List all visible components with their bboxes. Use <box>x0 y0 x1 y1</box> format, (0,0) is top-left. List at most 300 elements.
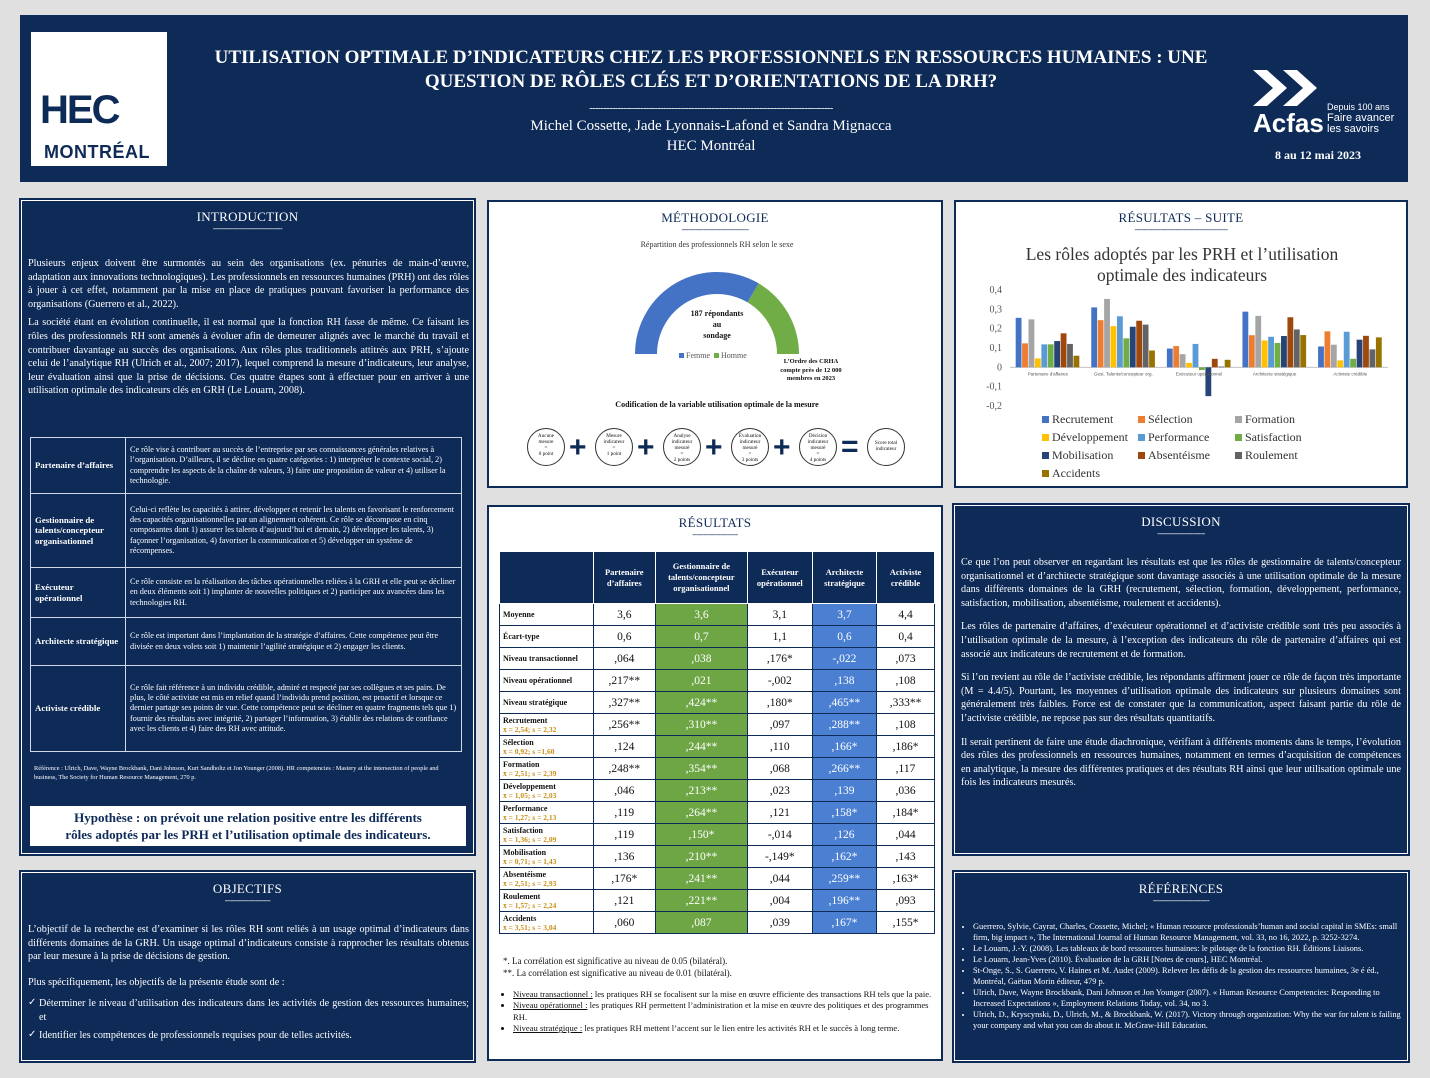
step-circle <box>731 428 769 466</box>
results-row <box>500 670 935 692</box>
equals-icon: = <box>841 430 859 463</box>
bar <box>1287 317 1293 367</box>
acfas-tagline <box>1327 102 1394 135</box>
results-row <box>500 824 935 846</box>
bar <box>1130 327 1136 368</box>
legend-label: Performance <box>1148 430 1210 444</box>
references-divider: -------------------------- <box>1152 896 1210 905</box>
legend-label: Développement <box>1052 430 1128 444</box>
logo-text-hec: HEC <box>40 88 119 132</box>
correlation-cell: ,023 <box>747 780 812 802</box>
bar <box>1225 360 1231 368</box>
step-points: 3 points <box>741 457 759 463</box>
discussion-paragraph-1: Ce que l’on peut observer en regardant les résultats est que les rôles de gestionnaire de talents/concepteur organisationnel et d’architecte stratégique sont davantage associés à une utilisation optimale de la mesure dans différents domaines de la GRH (recrutement, sélection, formation, développement, performance, satisfaction, mobilisation, absentéisme, roulement et accidents). <box>961 557 1401 609</box>
step-points: 2 points <box>673 457 691 463</box>
legend-swatch <box>1138 434 1145 441</box>
bar <box>1344 332 1350 368</box>
definition-term: Niveau transactionnel : <box>513 989 593 999</box>
title-line-2: QUESTION DE RÔLES CLÉS ET D’ORIENTATIONS DE LA DRH? <box>424 71 998 92</box>
correlation-cell: 1,1 <box>747 626 812 648</box>
discussion-title: DISCUSSION <box>1141 514 1221 529</box>
correlation-cell: 0,6 <box>812 626 876 648</box>
results-table <box>499 551 935 934</box>
row-label-text: Moyenne <box>503 610 535 619</box>
poster-header <box>20 15 1408 182</box>
bar <box>1041 344 1047 367</box>
bar <box>1143 325 1149 368</box>
bar <box>1300 335 1306 367</box>
legend-swatch <box>1138 452 1145 459</box>
correlation-cell: ,044 <box>877 824 935 846</box>
legend-entry <box>1042 411 1138 428</box>
correlation-cell: ,064 <box>593 648 655 670</box>
role-description: Ce rôle vise à contribuer au succès de l’entreprise par ses connaissances générales relatives à l’organisation. D’ailleurs, il se décline en quatre catégories : 1) interpréter le contexte social, 2) comprendre les aspects de la chaîne de valeurs, 3) faire une proposition de valeur et 4) utiliser la technologie. <box>126 438 462 494</box>
correlation-cell: ,176* <box>747 648 812 670</box>
results-row <box>500 626 935 648</box>
definition-text: les pratiques RH se focalisent sur la mise en œuvre efficiente des transactions RH tels que la paie. <box>592 989 932 999</box>
legend-entry <box>1042 465 1138 482</box>
bar <box>1324 331 1330 367</box>
methodology-divider: ------------------------------- <box>681 225 749 234</box>
correlation-cell: ,150* <box>655 824 747 846</box>
legend-label: Formation <box>1245 412 1295 426</box>
row-label <box>500 802 594 824</box>
bar <box>1337 360 1343 367</box>
legend-swatch <box>1042 452 1049 459</box>
legend-entry <box>1235 411 1325 428</box>
correlation-cell: ,158* <box>812 802 876 824</box>
role-description: Ce rôle est important dans l’implantation de la stratégie d’affaires. Cette compétence peut être divisée en deux volets soit 1) maintenir l’agilité stratégique et 2) engager les clients. <box>126 618 462 666</box>
introduction-paragraph-2: La société étant en évolution continuelle, il est normal que la fonction RH fasse de même. Ce faisant les rôles des professionnels RH sont amenés à évoluer afin de demeurer alignés avec le marché du travail et contribuer davantage au succès des organisations. Aux rôles plus traditionnels attitrés aux PRH, s’ajoute celui de l’analytique RH (Ulrich et al., 2007; 2017), lequel comprend la mesure d’indicateurs, leur analyse, leur évaluation ainsi que la prise de décisions. Ces quatre étapes sont à effectuer pour en arriver à une utilisation optimale des indicateurs clés en GRH (Le Louarn, 2008). <box>28 317 469 397</box>
significance-note: *. La corrélation est significative au niveau de 0.05 (bilatéral). <box>503 956 728 966</box>
correlation-cell: ,046 <box>593 780 655 802</box>
bar <box>1357 340 1363 368</box>
significance-notes <box>503 955 732 979</box>
legend-label-femme: Femme <box>686 351 710 360</box>
results-row <box>500 758 935 780</box>
conference-dates: 8 au 12 mai 2023 <box>1275 148 1362 162</box>
legend-swatch <box>1235 452 1242 459</box>
row-label <box>500 890 594 912</box>
bar <box>1212 359 1218 368</box>
crha-note <box>771 358 851 384</box>
correlation-cell: ,110 <box>747 736 812 758</box>
row-label <box>500 714 594 736</box>
bar <box>1136 321 1142 368</box>
acfas-logo <box>1251 68 1411 178</box>
row-statistic: x̄ = 2,54; s = 2,32 <box>503 724 557 734</box>
bar <box>1167 349 1173 368</box>
row-label <box>500 824 594 846</box>
column-header: Architecte stratégique <box>812 552 876 604</box>
column-header: Partenaire d’affaires <box>593 552 655 604</box>
plus-icon: + <box>705 431 723 464</box>
correlation-cell: ,244** <box>655 736 747 758</box>
objectives-paragraph-1: L’objectif de la recherche est d’examiner si les rôles RH sont reliés à un usage optimal d’indicateurs dans différents domaines de la GRH. Un usage optimal d’indicateurs consiste à rapprocher les résultats obtenus par leur mesure à la prise de décisions de gestion. <box>28 924 469 963</box>
results-header-row <box>500 552 935 604</box>
authors-block <box>181 116 1241 156</box>
role-row <box>31 618 462 666</box>
correlation-cell: ,139 <box>812 780 876 802</box>
discussion-divider: ---------------------- <box>1157 529 1205 538</box>
role-description: Ce rôle consiste en la réalisation des tâches opérationnelles reliées à la GRH et elle peut se décliner en deux éléments soit 1) implanter de nouvelles politiques et 2) participer aux avancées dans les technologies RH. <box>126 568 462 618</box>
correlation-cell: -,022 <box>812 648 876 670</box>
plus-icon: + <box>773 431 791 464</box>
bar <box>1149 351 1155 368</box>
x-category-label: Exécuteur opérationnel <box>1175 371 1223 377</box>
bar <box>1369 349 1375 367</box>
correlation-cell: ,121 <box>747 802 812 824</box>
row-label-text: Sélection <box>503 737 534 747</box>
row-statistic: x̄ = 2,51; s = 2,39 <box>503 768 557 778</box>
introduction-paragraph-1: Plusieurs enjeux doivent être surmontés au sein des organisations (ex. pénuries de main-d’œuvre, adaptation aux innovations technologiques). Les professionnels en ressources humaines (PRH) ont des rôles à jouer à cet effet, notamment par la mise en place de pratiques pouvant favoriser la performance des organisations (Guerrero et al., 2022). <box>28 258 469 310</box>
correlation-cell: ,136 <box>593 846 655 868</box>
definition-text: les pratiques RH mettent l’accent sur le lien entre les activités RH et le succès à long terme. <box>582 1023 900 1034</box>
discussion-paragraph-3: Si l’on revient au rôle de l’activiste crédible, les répondants affirment jouer ce rôle de façon très importante (M = 4.4/5). Pourtant, les moyennes d’utilisation optimale des indicateurs sur plusieurs domaines sont généralement très faibles. Force est de constater que la communication, aspect faisant partie du rôle de l’activiste crédible, ne repose pas sur des résultats quantitatifs. <box>961 672 1401 724</box>
correlation-cell: ,121 <box>593 890 655 912</box>
bar <box>1054 341 1060 367</box>
crha-note-line: membres en 2023 <box>786 375 836 382</box>
bar <box>1255 316 1261 367</box>
discussion-paragraph-2: Les rôles de partenaire d’affaires, d’exécuteur opérationnel et d’activiste crédible sont très peu associés à l’utilisation optimale de la mesure, à l’exception des indicateurs du rôle de partenaire d’affaires qui est associé aux indicateurs de recrutement et de formation. <box>961 621 1401 660</box>
correlation-cell: ,180* <box>747 692 812 714</box>
correlation-cell: ,163* <box>877 868 935 890</box>
donut-title: Répartition des professionnels RH selon le sexe <box>640 240 794 249</box>
correlation-cell: ,248** <box>593 758 655 780</box>
role-name: Partenaire d’affaires <box>31 438 126 494</box>
correlation-cell: 0,4 <box>877 626 935 648</box>
title-line-1: UTILISATION OPTIMALE D’INDICATEURS CHEZ LES PROFESSIONNELS EN RESSOURCES HUMAINES : UNE <box>214 47 1208 68</box>
role-name: Activiste crédible <box>31 666 126 752</box>
role-row <box>31 666 462 752</box>
correlation-cell: ,108 <box>877 670 935 692</box>
significance-note: **. La corrélation est significative au niveau de 0.01 (bilatéral). <box>503 968 732 978</box>
legend-label: Satisfaction <box>1245 430 1302 444</box>
total-score-circle <box>867 428 905 466</box>
row-statistic: x̄ = 1,57; s = 2,24 <box>503 900 557 910</box>
correlation-cell: ,221** <box>655 890 747 912</box>
correlation-cell: ,167* <box>812 912 876 934</box>
donut-center-label <box>669 308 765 341</box>
legend-entry <box>1042 447 1138 464</box>
objectives-panel <box>21 872 474 1061</box>
row-label-text: Mobilisation <box>503 847 547 857</box>
correlation-cell: -,014 <box>747 824 812 846</box>
reference-item: • St-Onge, S., S. Guerrero, V. Haines et M. Audet (2009). Relever les défis de la gestion des ressources humaines, 3e é éd., Montréal, Gaëtan Morin éditeur, 479 p. <box>973 965 1405 987</box>
codification-flow <box>489 428 945 472</box>
reference-item: • Ulrich, D., Kryscynski, D., Ulrich, M., & Brockbank, W. (2017). Victory through organization: Why the war for talent is failing your company and what you can do about it. McGraw-Hill Education. <box>973 1009 1405 1031</box>
reference-item: • Le Louarn, J.-Y. (2008). Les tableaux de bord ressources humaines: le pilotage de la fonction RH. Éditions Liaisons. <box>973 943 1405 954</box>
objective-text: Déterminer le niveau d’utilisation des indicateurs dans les activités de gestion des ressources humaines; et <box>39 998 469 1023</box>
correlation-cell: 0,7 <box>655 626 747 648</box>
correlation-cell: ,210** <box>655 846 747 868</box>
roles-bar-chart <box>960 286 1400 416</box>
results-row <box>500 868 935 890</box>
level-definitions <box>499 989 943 1035</box>
step-circle <box>799 428 837 466</box>
header-empty <box>500 552 594 604</box>
row-label <box>500 758 594 780</box>
step-label: indicateur mesuré <box>671 439 693 451</box>
bar <box>1117 316 1123 367</box>
correlation-cell: ,196** <box>812 890 876 912</box>
legend-entry <box>1235 447 1325 464</box>
plus-icon: + <box>569 431 587 464</box>
step-label: Décision <box>808 433 828 439</box>
acfas-tagline-2: Faire avancer <box>1327 112 1395 124</box>
objective-text: Identifier les compétences de professionnels requises pour de telles activités. <box>39 1029 352 1041</box>
step-circle <box>595 428 633 466</box>
step-label: = <box>544 445 548 451</box>
bar <box>1350 359 1356 368</box>
plus-icon: + <box>637 431 655 464</box>
donut-center-line: au <box>712 320 722 329</box>
bar <box>1074 356 1080 368</box>
step-points: 1 point <box>606 451 622 457</box>
title-divider: -------------------------------------------------------------------------------------- <box>589 103 833 114</box>
objectives-divider: --------------------- <box>224 896 271 905</box>
bar <box>1268 337 1274 368</box>
references-title: RÉFÉRENCES <box>1138 881 1224 896</box>
results-row <box>500 912 935 934</box>
row-label <box>500 648 594 670</box>
crha-note-line: compte près de 12 000 <box>780 366 842 374</box>
correlation-cell: ,184* <box>877 802 935 824</box>
references-panel <box>954 872 1408 1061</box>
correlation-cell: ,241** <box>655 868 747 890</box>
bar <box>1376 337 1382 367</box>
introduction-panel <box>21 200 474 854</box>
objective-item <box>28 997 469 1024</box>
correlation-cell: ,044 <box>747 868 812 890</box>
role-name: Architecte stratégique <box>31 618 126 666</box>
bar <box>1173 346 1179 367</box>
x-category-label: Architecte stratégique <box>1252 371 1297 377</box>
acfas-tagline-1: Depuis 100 ans <box>1327 102 1390 112</box>
role-description: Celui-ci reflète les capacités à attirer, développer et retenir les talents en favorisant le renforcement des capacités organisationnelles par un alignement cohérent. Ce rôle se décompose en cinq composantes dont 1) assurer les talents d’aujourd’hui et demain, 2) développer les talents, 3) façonner l’organisation, 4) favoriser la communication et 5) développer un système de récompenses. <box>126 494 462 568</box>
poster-title <box>181 46 1241 94</box>
legend-swatch <box>1235 434 1242 441</box>
column-header: Gestionnaire de talents/concepteur organisationnel <box>655 552 747 604</box>
role-description: Ce rôle fait référence à un individu crédible, admiré et respecté par ses collègues et ses pairs. De plus, le côté activiste est mis en relief quand l’individu prend position, est proactif et lorsque ce dernier partage ses points de vue. Cette compétence peut se décliner en quatre fragments tels que 1) fournir des résultats avec intégrité, 2) partager l’information, 3) établir des relations de confiance avec les clients et 4) faire des RH avec attitude. <box>126 666 462 752</box>
definition-item <box>513 989 943 1000</box>
correlation-cell: ,124 <box>593 736 655 758</box>
x-category-label: Partenaire d'affaires <box>1027 371 1068 377</box>
definition-term: Niveau opérationnel : <box>513 1000 588 1011</box>
affiliation: HEC Montréal <box>666 138 756 154</box>
x-category-label: Gest. Talents/concepteur org. <box>1094 371 1153 377</box>
legend-entry <box>1042 429 1138 446</box>
objectives-title: OBJECTIFS <box>212 881 283 896</box>
step-circle <box>663 428 701 466</box>
correlation-cell: ,162* <box>812 846 876 868</box>
correlation-cell: ,038 <box>655 648 747 670</box>
discussion-paragraph-4: Il serait pertinent de faire une étude diachronique, vérifiant à différents moments dans le temps, l’évolution des rôles des professionnels en ressources humaines, notamment en termes d’acquisition de compétences en analytique, la mesure des différentes pratiques et des résultats RH ainsi que leur utilisation optimale une fois les indicateurs mesurés. <box>961 736 1401 789</box>
bar <box>1262 340 1268 367</box>
role-name: Gestionnaire de talents/concepteur organisationnel <box>31 494 126 568</box>
correlation-cell: ,259** <box>812 868 876 890</box>
correlation-cell: ,155* <box>877 912 935 934</box>
step-points: 4 points <box>809 457 827 463</box>
bar <box>1186 363 1192 367</box>
row-label-text: Performance <box>503 803 548 813</box>
chart-legend <box>1042 410 1342 482</box>
correlation-cell: ,138 <box>812 670 876 692</box>
bar <box>1022 343 1028 367</box>
bar <box>1067 344 1073 367</box>
correlation-cell: ,068 <box>747 758 812 780</box>
legend-label: Roulement <box>1245 448 1298 462</box>
step-label: = <box>748 451 752 457</box>
correlation-cell: ,176* <box>593 868 655 890</box>
row-label-text: Niveau transactionnel <box>503 654 578 663</box>
legend-label: Absentéisme <box>1148 448 1210 462</box>
introduction-divider: -------------------------------- <box>212 224 283 233</box>
row-label <box>500 868 594 890</box>
correlation-cell: ,036 <box>877 780 935 802</box>
correlation-cell: ,093 <box>877 890 935 912</box>
bar <box>1199 367 1205 370</box>
correlation-cell: 3,1 <box>747 604 812 626</box>
legend-entry <box>1235 429 1325 446</box>
legend-entry <box>1138 447 1235 464</box>
correlation-cell: ,186* <box>877 736 935 758</box>
step-points: 0 point <box>538 451 554 457</box>
total-label: Score total <box>874 440 898 446</box>
row-statistic: x̄ = 3,51; s = 3,04 <box>503 922 557 932</box>
row-label <box>500 912 594 934</box>
introduction-title: INTRODUCTION <box>196 209 299 224</box>
checkmark-icon: ✓ <box>28 997 37 1009</box>
row-label <box>500 780 594 802</box>
step-label: = <box>680 451 684 457</box>
bar <box>1294 329 1300 367</box>
legend-label: Recrutement <box>1052 412 1114 426</box>
bar <box>1048 344 1054 367</box>
role-row <box>31 438 462 494</box>
results-continued-divider: ------------------------------------------- <box>1134 225 1228 234</box>
hypothesis-line-1: Hypothèse : on prévoit une relation positive entre les différents <box>74 810 422 825</box>
definition-item <box>513 1000 943 1023</box>
correlation-cell: ,004 <box>747 890 812 912</box>
y-tick-label: 0,1 <box>989 343 1002 354</box>
row-label-text: Satisfaction <box>503 825 543 835</box>
correlation-cell: ,354** <box>655 758 747 780</box>
codification-title: Codification de la variable utilisation optimale de la mesure <box>615 400 819 409</box>
y-tick-label: 0 <box>997 362 1002 374</box>
donut-center-line: sondage <box>703 331 731 340</box>
methodology-panel <box>487 200 943 488</box>
total-label: indicateur <box>875 446 897 452</box>
column-header: Exécuteur opérationnel <box>747 552 812 604</box>
correlation-cell: 3,7 <box>812 604 876 626</box>
results-row <box>500 736 935 758</box>
reference-item: • Ulrich, Dave, Wayne Brockbank, Dani Johnson et Jon Younger (2007). « Human Resource Competencies: Responding to Increased Expectations », Employment Relations Today, vol. 34, no 3. <box>973 987 1405 1009</box>
row-label <box>500 670 594 692</box>
bar <box>1331 345 1337 368</box>
correlation-cell: 0,6 <box>593 626 655 648</box>
legend-swatch <box>1042 416 1049 423</box>
gender-donut-chart <box>627 256 807 356</box>
results-continued-title: RÉSULTATS – SUITE <box>1118 210 1244 225</box>
definition-text: les pratiques RH permettent l’administration et la mise en œuvre des politiques et des programmes RH. <box>513 1000 929 1022</box>
row-label-text: Niveau stratégique <box>503 698 568 707</box>
results-row <box>500 692 935 714</box>
row-label <box>500 626 594 648</box>
roles-reference: Référence : Ulrich, Dave, Wayne Brockbank, Dani Johnson, Kurt Sandholtz et Jon Younger (2008). HR competencies : Mastery at the intersection of people and business, The Society for Human Resource Management, 270 p. <box>34 765 439 781</box>
legend-label: Mobilisation <box>1052 448 1114 462</box>
bar <box>1281 336 1287 367</box>
authors: Michel Cossette, Jade Lyonnais-Lafond et Sandra Mignacca <box>530 118 892 134</box>
row-label-text: Recrutement <box>503 715 548 725</box>
bar <box>1098 320 1104 367</box>
correlation-cell: ,266** <box>812 758 876 780</box>
definition-term: Niveau stratégique : <box>513 1023 583 1034</box>
correlation-cell: ,327** <box>593 692 655 714</box>
legend-swatch <box>1042 470 1049 477</box>
correlation-cell: ,166* <box>812 736 876 758</box>
bar <box>1193 344 1199 367</box>
y-tick-label: -0,1 <box>986 381 1002 393</box>
correlation-cell: ,264** <box>655 802 747 824</box>
correlation-cell: 3,6 <box>655 604 747 626</box>
y-tick-label: -0,2 <box>986 401 1002 412</box>
donut-center-line: 187 répondants <box>690 309 744 318</box>
legend-swatch <box>1138 416 1145 423</box>
correlation-cell: ,217** <box>593 670 655 692</box>
bar <box>1275 343 1281 367</box>
correlation-cell: ,021 <box>655 670 747 692</box>
role-name: Exécuteur opérationnel <box>31 568 126 618</box>
bar <box>1180 354 1186 367</box>
reference-list <box>959 921 1405 1031</box>
step-label: indicateur <box>603 439 625 445</box>
bar <box>1242 312 1248 368</box>
hec-montreal-logo <box>31 32 167 166</box>
legend-entry <box>1138 411 1235 428</box>
row-label-text: Absentéisme <box>503 869 547 879</box>
legend-label-homme: Homme <box>721 351 747 360</box>
acfas-chevron-icon <box>1253 68 1323 110</box>
row-label-text: Écart-type <box>503 632 540 641</box>
correlation-cell: ,333** <box>877 692 935 714</box>
correlation-cell: ,087 <box>655 912 747 934</box>
correlation-cell: ,108 <box>877 714 935 736</box>
row-label <box>500 736 594 758</box>
step-label: = <box>612 445 616 451</box>
results-continued-panel <box>954 200 1408 488</box>
column-header: Activiste crédible <box>877 552 935 604</box>
objectives-paragraph-2: Plus spécifiquement, les objectifs de la présente étude sont de : <box>28 976 285 988</box>
row-statistic: x̄ = 1,27; s = 2,13 <box>503 812 557 822</box>
correlation-cell: 3,6 <box>593 604 655 626</box>
row-label-text: Niveau opérationnel <box>503 676 573 685</box>
results-row <box>500 890 935 912</box>
bar <box>1123 338 1129 367</box>
step-label: Mesure <box>606 433 622 439</box>
roles-table <box>30 437 462 752</box>
bar <box>1111 326 1117 367</box>
correlation-cell: ,213** <box>655 780 747 802</box>
crha-note-line: L’Ordre des CRHA <box>783 358 839 365</box>
correlation-cell: ,060 <box>593 912 655 934</box>
step-label: Analyse <box>673 433 691 439</box>
definition-item <box>513 1023 943 1034</box>
discussion-panel <box>954 505 1408 854</box>
correlation-cell: ,117 <box>877 758 935 780</box>
bar <box>1061 333 1067 367</box>
bar <box>1091 307 1097 367</box>
